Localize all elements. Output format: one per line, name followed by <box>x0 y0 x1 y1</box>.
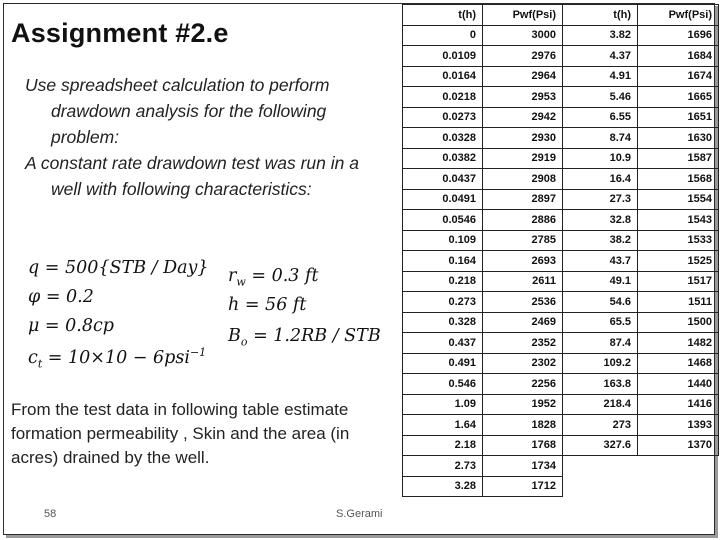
table-cell: 2976 <box>483 46 563 67</box>
table-cell: 1525 <box>638 251 719 272</box>
header-pressure: Pwf(Psi) <box>483 5 563 26</box>
table-cell: 2256 <box>483 374 563 395</box>
table-cell: 27.3 <box>563 189 638 210</box>
table-row <box>403 251 719 272</box>
table-cell: 43.7 <box>563 251 638 272</box>
table-cell: 2352 <box>483 333 563 354</box>
table-cell: 0.0218 <box>403 87 483 108</box>
table-cell: 1630 <box>638 128 719 149</box>
table-cell: 1500 <box>638 312 719 333</box>
table-cell: 0.0109 <box>403 46 483 67</box>
bo-symbol: B <box>228 326 241 346</box>
table-cell: 0.273 <box>403 292 483 313</box>
table-row <box>403 353 719 374</box>
table-cell: 2942 <box>483 107 563 128</box>
table-cell: 65.5 <box>563 312 638 333</box>
table-cell: 1587 <box>638 148 719 169</box>
table-row <box>403 415 719 436</box>
table-row <box>403 148 719 169</box>
table-cell: 273 <box>563 415 638 436</box>
table-cell: 2919 <box>483 148 563 169</box>
formula-flow-rate: q = 500{STB / Day} <box>28 258 209 278</box>
table-cell: 0.0437 <box>403 169 483 190</box>
rw-subscript: w <box>236 275 246 289</box>
header-pressure-2: Pwf(Psi) <box>638 5 719 26</box>
table-cell: 0.0273 <box>403 107 483 128</box>
table-cell: 1734 <box>483 456 563 477</box>
ct-subscript: t <box>37 357 43 371</box>
table-cell: 2469 <box>483 312 563 333</box>
table-cell: 0.491 <box>403 353 483 374</box>
table-cell: 1952 <box>483 394 563 415</box>
table-row <box>403 66 719 87</box>
table-cell: 1712 <box>483 476 563 497</box>
table-cell: 2785 <box>483 230 563 251</box>
table-row <box>403 435 719 456</box>
table-cell: 1554 <box>638 189 719 210</box>
table-cell: 1533 <box>638 230 719 251</box>
table-body <box>403 25 719 497</box>
table-cell: 2908 <box>483 169 563 190</box>
table-cell <box>638 456 719 477</box>
table-cell: 1684 <box>638 46 719 67</box>
slide-number: 58 <box>44 508 57 520</box>
table-cell: 3.82 <box>563 25 638 46</box>
table-cell: 4.37 <box>563 46 638 67</box>
table-cell: 1768 <box>483 435 563 456</box>
bo-value: = 1.2RB / STB <box>247 326 381 346</box>
table-cell: 2302 <box>483 353 563 374</box>
table-row <box>403 210 719 231</box>
table-cell: 1468 <box>638 353 719 374</box>
table-row <box>403 476 719 497</box>
table-cell: 1393 <box>638 415 719 436</box>
table-row <box>403 374 719 395</box>
table-header-row <box>403 5 719 26</box>
table-cell: 0.164 <box>403 251 483 272</box>
intro-paragraph-2: A constant rate drawdown test was run in a well with following characteristics: <box>25 153 359 199</box>
table-cell <box>563 456 638 477</box>
table-cell: 2536 <box>483 292 563 313</box>
table-cell: 109.2 <box>563 353 638 374</box>
table-row <box>403 189 719 210</box>
rw-symbol: r <box>228 266 237 286</box>
formula-block <box>28 258 388 383</box>
table-row <box>403 169 719 190</box>
table-cell: 0.109 <box>403 230 483 251</box>
header-time-2: t(h) <box>563 5 638 26</box>
slide-author: S.Gerami <box>336 508 383 520</box>
table-cell: 3000 <box>483 25 563 46</box>
formula-wellbore-radius <box>228 266 319 289</box>
table-row <box>403 87 719 108</box>
table-cell: 1482 <box>638 333 719 354</box>
table-row <box>403 107 719 128</box>
table-cell: 0 <box>403 25 483 46</box>
table-cell: 87.4 <box>563 333 638 354</box>
table-cell: 0.437 <box>403 333 483 354</box>
table-cell: 2897 <box>483 189 563 210</box>
table-row <box>403 312 719 333</box>
table-cell: 2.73 <box>403 456 483 477</box>
formula-formation-volume-factor <box>228 326 381 349</box>
table-cell: 5.46 <box>563 87 638 108</box>
pressure-data-table <box>402 4 719 497</box>
table-cell: 0.218 <box>403 271 483 292</box>
table-row <box>403 292 719 313</box>
table-cell <box>638 476 719 497</box>
header-time: t(h) <box>403 5 483 26</box>
table-cell: 1568 <box>638 169 719 190</box>
table-cell: 1416 <box>638 394 719 415</box>
intro-text <box>25 72 390 202</box>
table-cell: 0.0491 <box>403 189 483 210</box>
table-row <box>403 46 719 67</box>
table-cell: 2930 <box>483 128 563 149</box>
slide-title: Assignment #2.e <box>11 18 229 48</box>
table-cell: 1828 <box>483 415 563 436</box>
rw-value: = 0.3 ft <box>245 266 319 286</box>
table-cell: 49.1 <box>563 271 638 292</box>
table-cell: 1517 <box>638 271 719 292</box>
table-cell: 1665 <box>638 87 719 108</box>
table-cell: 6.55 <box>563 107 638 128</box>
table-cell: 2693 <box>483 251 563 272</box>
formula-compressibility <box>28 346 206 370</box>
table-cell: 0.0382 <box>403 148 483 169</box>
ct-symbol: c <box>28 347 38 368</box>
table-row <box>403 25 719 46</box>
table-cell: 2964 <box>483 66 563 87</box>
table-cell: 0.0546 <box>403 210 483 231</box>
table-cell: 327.6 <box>563 435 638 456</box>
formula-thickness: h = 56 ft <box>228 295 307 315</box>
table-cell: 163.8 <box>563 374 638 395</box>
table-cell: 3.28 <box>403 476 483 497</box>
table-row <box>403 394 719 415</box>
table-cell: 1696 <box>638 25 719 46</box>
table-cell: 1543 <box>638 210 719 231</box>
ct-exponent: −1 <box>189 346 207 359</box>
table-cell: 1.64 <box>403 415 483 436</box>
question-text: From the test data in following table estimate formation permeability , Skin and the area (in acres) drained by the well. <box>11 400 350 467</box>
table-cell: 38.2 <box>563 230 638 251</box>
table-cell: 54.6 <box>563 292 638 313</box>
formula-viscosity: μ = 0.8cp <box>28 316 114 336</box>
bo-subscript: o <box>240 335 248 349</box>
table-cell <box>563 476 638 497</box>
table-cell: 1511 <box>638 292 719 313</box>
table-cell: 10.9 <box>563 148 638 169</box>
table-cell: 2.18 <box>403 435 483 456</box>
table-row <box>403 230 719 251</box>
table-row <box>403 333 719 354</box>
table-cell: 4.91 <box>563 66 638 87</box>
table-cell: 1.09 <box>403 394 483 415</box>
table-cell: 2886 <box>483 210 563 231</box>
table-cell: 0.0328 <box>403 128 483 149</box>
table-cell: 218.4 <box>563 394 638 415</box>
table-cell: 2611 <box>483 271 563 292</box>
table-cell: 1674 <box>638 66 719 87</box>
table-row <box>403 128 719 149</box>
table-cell: 1440 <box>638 374 719 395</box>
table-cell: 32.8 <box>563 210 638 231</box>
table-cell: 0.0164 <box>403 66 483 87</box>
table-cell: 0.546 <box>403 374 483 395</box>
table-row <box>403 456 719 477</box>
formula-porosity: φ = 0.2 <box>28 287 94 307</box>
table-cell: 1651 <box>638 107 719 128</box>
table-cell: 8.74 <box>563 128 638 149</box>
table-cell: 0.328 <box>403 312 483 333</box>
table-cell: 1370 <box>638 435 719 456</box>
ct-value: = 10×10 − 6psi <box>42 347 190 368</box>
intro-paragraph-1: Use spreadsheet calculation to perform drawdown analysis for the following problem: <box>25 75 330 147</box>
table-cell: 16.4 <box>563 169 638 190</box>
table-row <box>403 271 719 292</box>
table-cell: 2953 <box>483 87 563 108</box>
